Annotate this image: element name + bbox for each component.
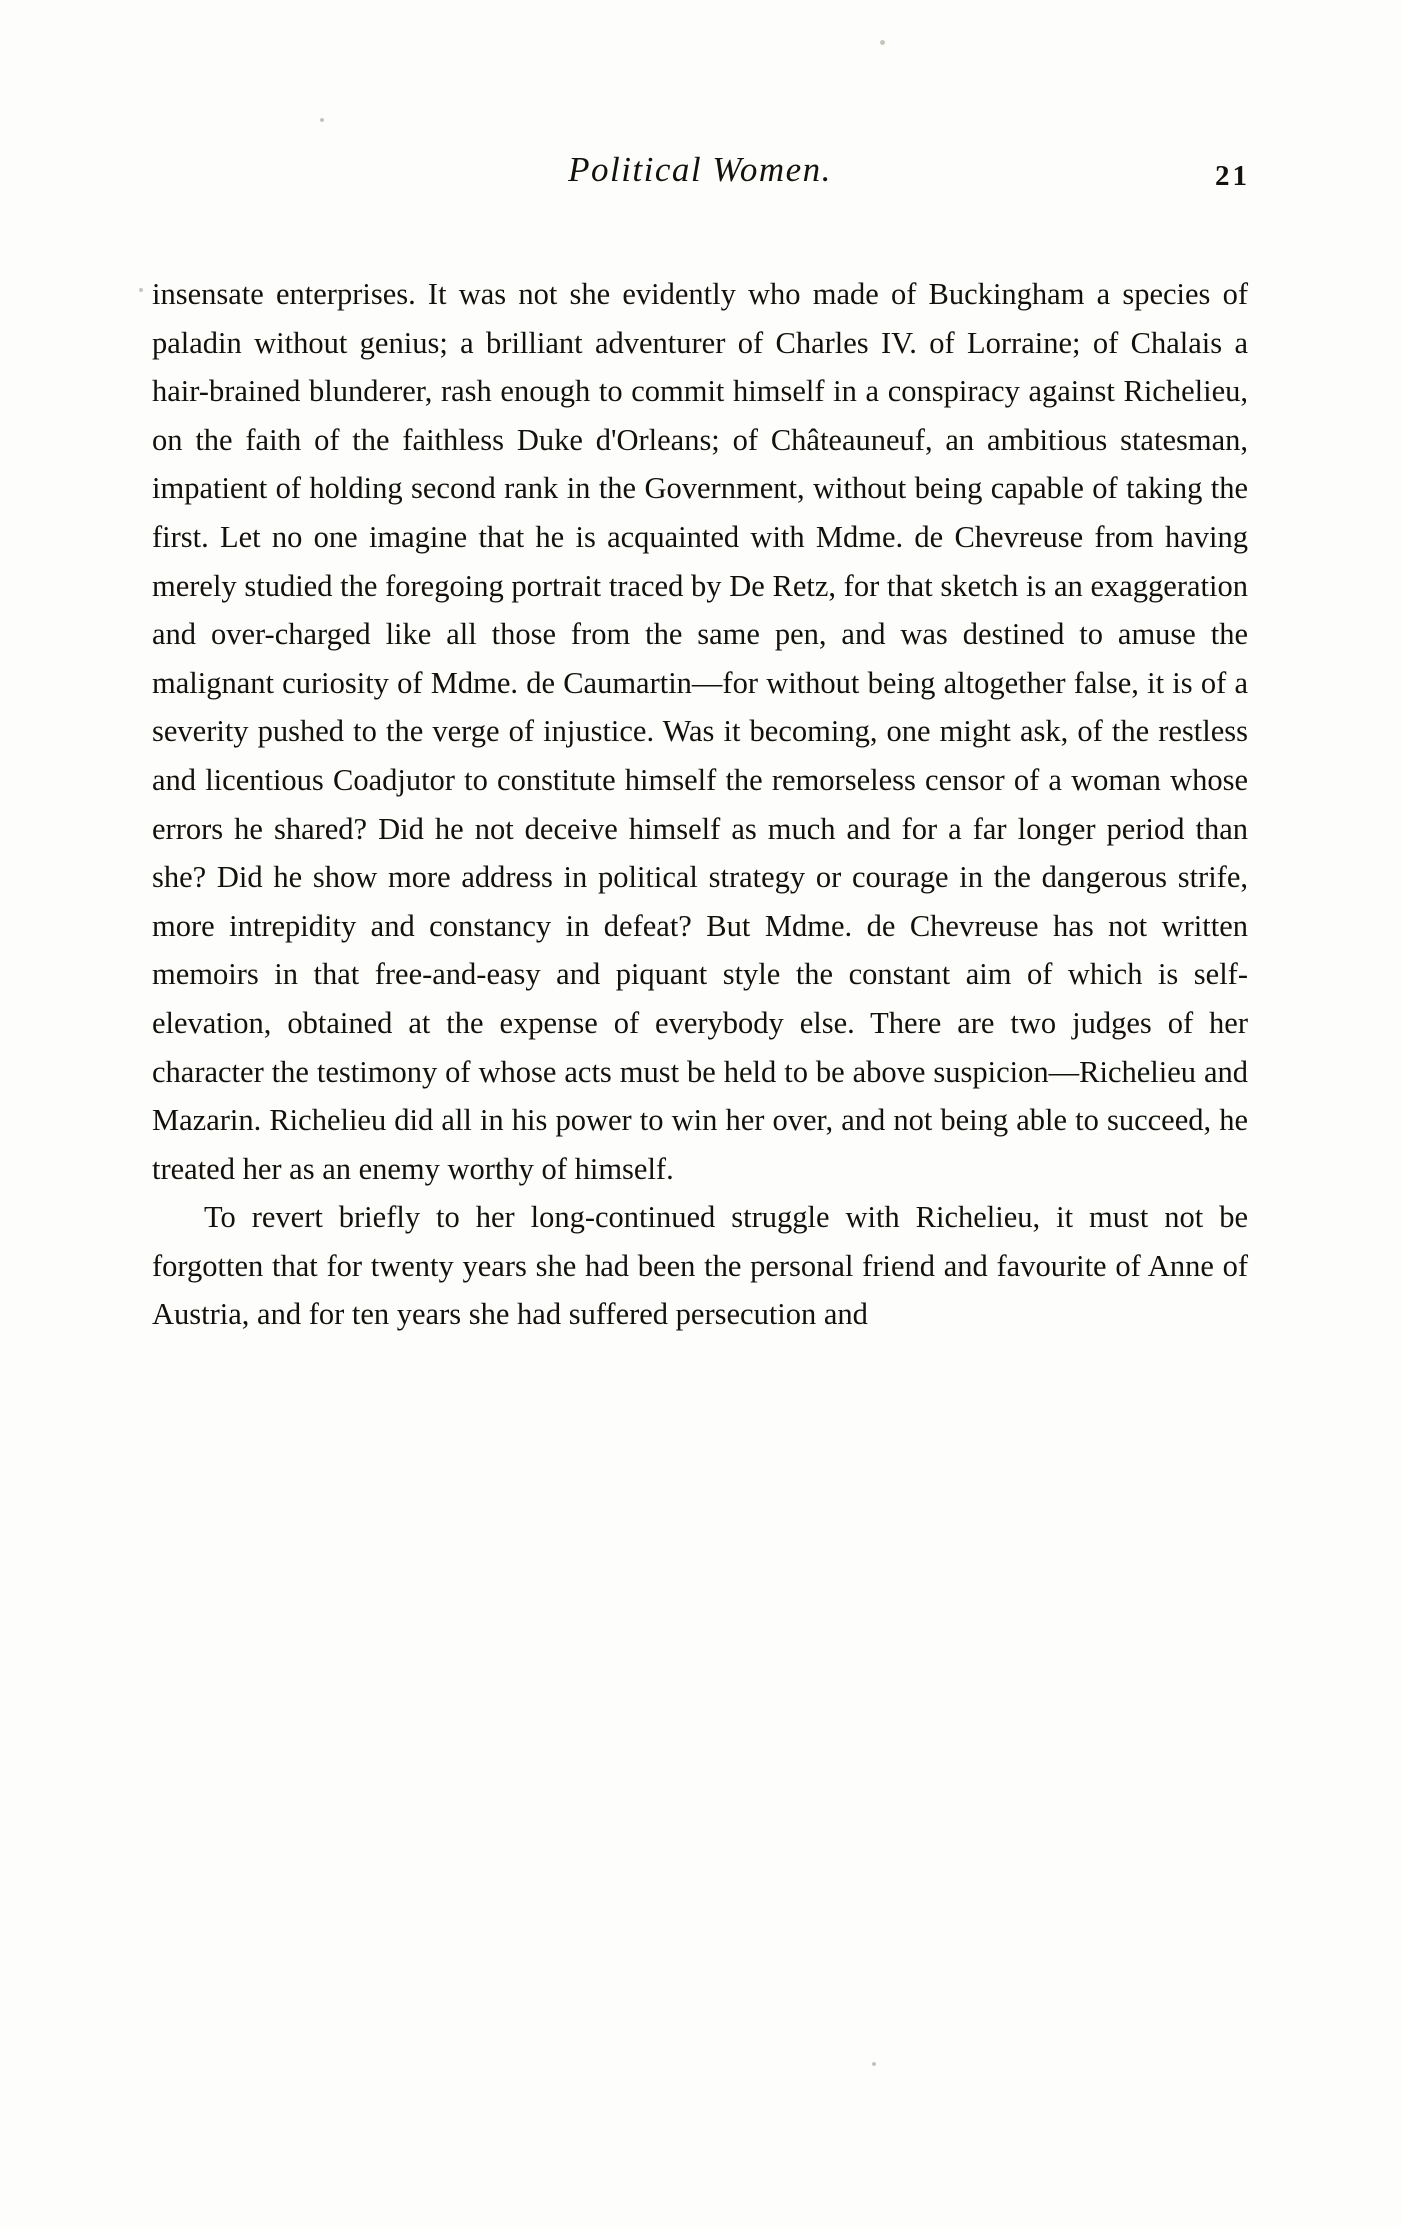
page-header xyxy=(150,150,1250,210)
paragraph: insensate enterprises. It was not she evidently who made of Buckingham a species of paladin without genius; a brilliant adventurer of Charles IV. of Lorraine; of Chalais a hair-brained blunderer, rash enough to commit himself in a conspiracy against Richelieu, on the faith of the faithless Duke d'Orleans; of Châteauneuf, an ambitious statesman, impatient of holding second rank in the Government, without being capable of taking the first. Let no one imagine that he is acquainted with Mdme. de Chevreuse from having merely studied the foregoing portrait traced by De Retz, for that sketch is an exaggeration and over-charged like all those from the same pen, and was destined to amuse the malignant curiosity of Mdme. de Caumartin—for without being altogether false, it is of a severity pushed to the verge of injustice. Was it becoming, one might ask, of the restless and licentious Coadjutor to constitute himself the remorseless censor of a woman whose errors he shared? Did he not deceive himself as much and for a far longer period than she? Did he show more address in political strategy or courage in the dangerous strife, more intrepidity and constancy in defeat? But Mdme. de Chevreuse has not written memoirs in that free-and-easy and piquant style the constant aim of which is self-elevation, obtained at the expense of everybody else. There are two judges of her character the testimony of whose acts must be held to be above suspicion—Richelieu and Mazarin. Richelieu did all in his power to win her over, and not being able to succeed, he treated her as an enemy worthy of himself. xyxy=(152,277,1248,1186)
page-speck xyxy=(872,2062,876,2066)
body-text xyxy=(152,270,1248,1339)
page-speck xyxy=(320,118,324,122)
page-speck xyxy=(139,288,143,292)
page-number: 21 xyxy=(1215,160,1250,192)
paragraph: To revert briefly to her long-continued struggle with Richelieu, it must not be forgotten that for twenty years she had been the personal friend and favourite of Anne of Austria, and for ten years she had suffered persecution and xyxy=(152,1200,1248,1332)
running-title: Political Women. xyxy=(568,150,832,189)
page-speck xyxy=(880,40,885,45)
